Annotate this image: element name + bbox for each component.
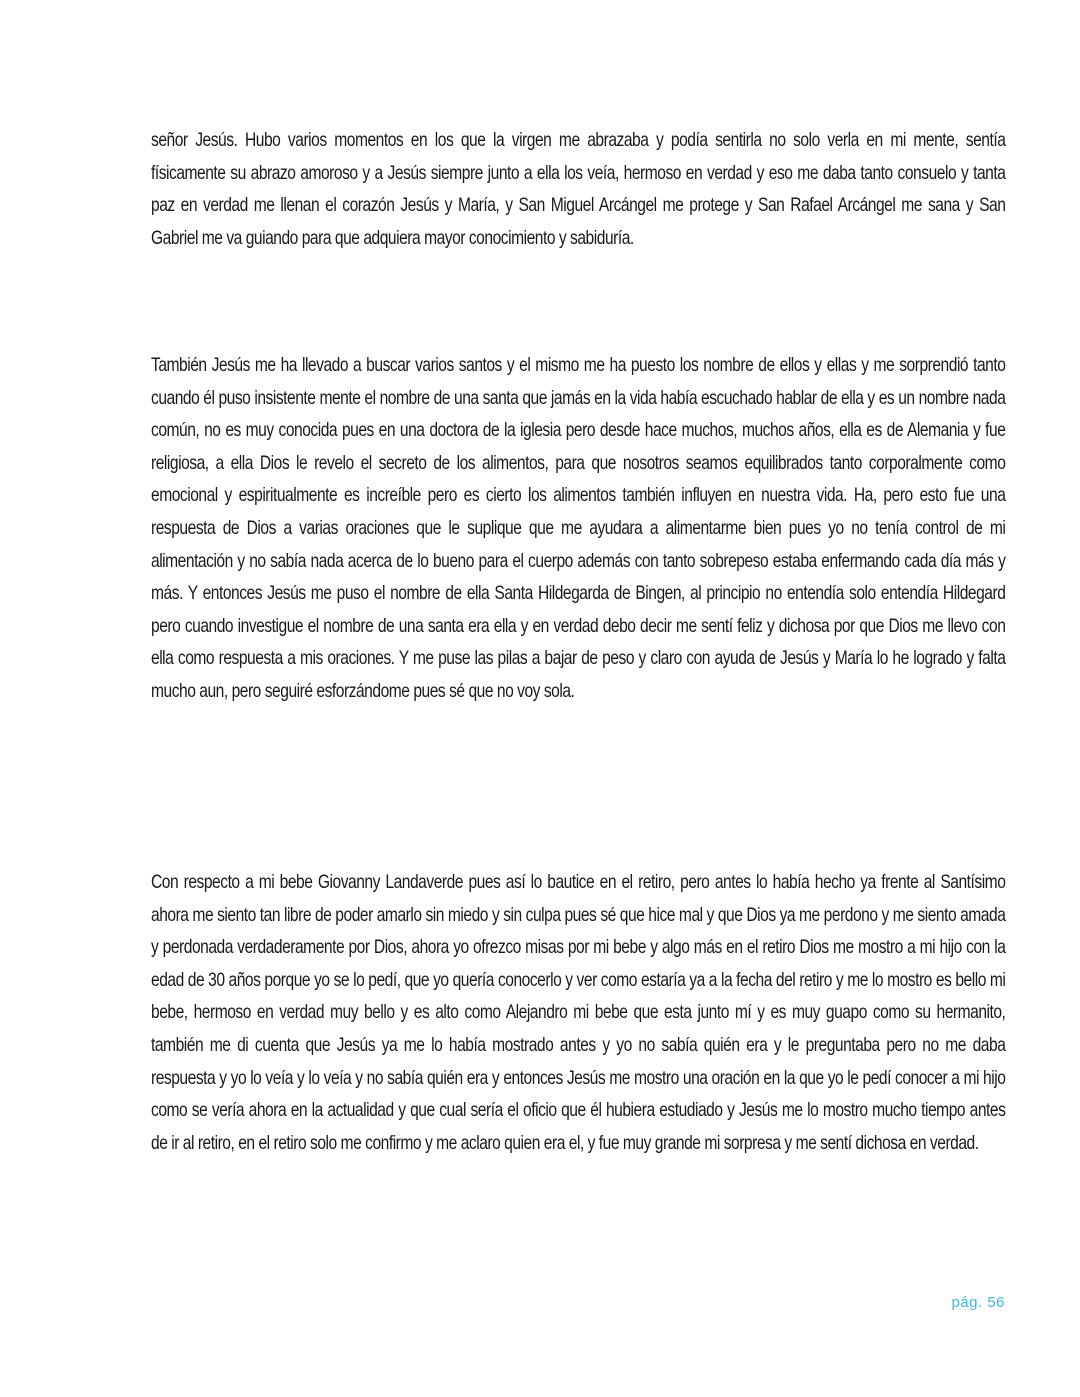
paragraph-text: Con respecto a mi bebe Giovanny Landaverde pues así lo bautice en el retiro, pero antes lo había hecho ya frente al Santísimo ahora me siento tan libre de poder amarlo sin miedo y sin culpa pues sé que hice mal y que Dios ya me perdono y me siento amada y perdonada verdaderamente por Dios, ahora yo ofrezco misas por mi bebe y algo más en el retiro Dios me mostro a mi hijo con la edad de 30 años porque yo se lo pedí, que yo quería conocerlo y ver como estaría ya a la fecha del retiro y me lo mostro es bello mi bebe, hermoso en verdad muy bello y es alto como Alejandro mi bebe que esta junto mí y es muy guapo como su hermanito, también me di cuenta que Jesús ya me lo había mostrado antes y yo no sabía quién era y le preguntaba pero no me daba respuesta y yo lo veía y lo veía y no sabía quién era y entonces Jesús me mostro una oración en la que yo le pedí conocer a mi hijo como se vería ahora en la actualidad y que cual sería el oficio que él hubiera estudiado y Jesús me lo mostro mucho tiempo antes de ir al retiro, en el retiro solo me confirmo y me aclaro quien era el, y fue muy grande mi sorpresa y me sentí dichosa en verdad. bbox=[151, 871, 1006, 1154]
paragraph bbox=[151, 866, 1005, 1159]
paragraph-text: También Jesús me ha llevado a buscar varios santos y el mismo me ha puesto los nombre de ellos y ellas y me sorprendió tanto cuando él puso insistente mente el nombre de una santa que jamás en la vida había escuchado hablar de ella y es un nombre nada común, no es muy conocida pues en una doctora de la iglesia pero desde hace muchos, muchos años, ella es de Alemania y fue religiosa, a ella Dios le revelo el secreto de los alimentos, para que nosotros seamos equilibrados tanto corporalmente como emocional y espiritualmente es increíble pero es cierto los alimentos también influyen en nuestra vida. Ha, pero esto fue una respuesta de Dios a varias oraciones que le suplique que me ayudara a alimentarme bien pues yo no tenía control de mi alimentación y no sabía nada acerca de lo bueno para el cuerpo además con tanto sobrepeso estaba enfermando cada día más y más. Y entonces Jesús me puso el nombre de ella Santa Hildegarda de Bingen, al principio no entendía solo entendía Hildegard pero cuando investigue el nombre de una santa era ella y en verdad debo decir me sentí feliz y dichosa por que Dios me llevo con ella como respuesta a mis oraciones. Y me puse las pilas a bajar de peso y claro con ayuda de Jesús y María lo he logrado y falta mucho aun, pero seguiré esforzándome pues sé que no voy sola. bbox=[151, 354, 1006, 702]
paragraph bbox=[151, 349, 1005, 708]
paragraph bbox=[151, 124, 1005, 254]
page-number: pág. 56 bbox=[951, 1294, 1005, 1311]
paragraph-text: señor Jesús. Hubo varios momentos en los que la virgen me abrazaba y podía sentirla no solo verla en mi mente, sentía físicamente su abrazo amoroso y a Jesús siempre junto a ella los veía, hermoso en verdad y eso me daba tanto consuelo y tanta paz en verdad me llenan el corazón Jesús y María, y San Miguel Arcángel me protege y San Rafael Arcángel me sana y San Gabriel me va guiando para que adquiera mayor conocimiento y sabiduría. bbox=[151, 129, 1006, 249]
